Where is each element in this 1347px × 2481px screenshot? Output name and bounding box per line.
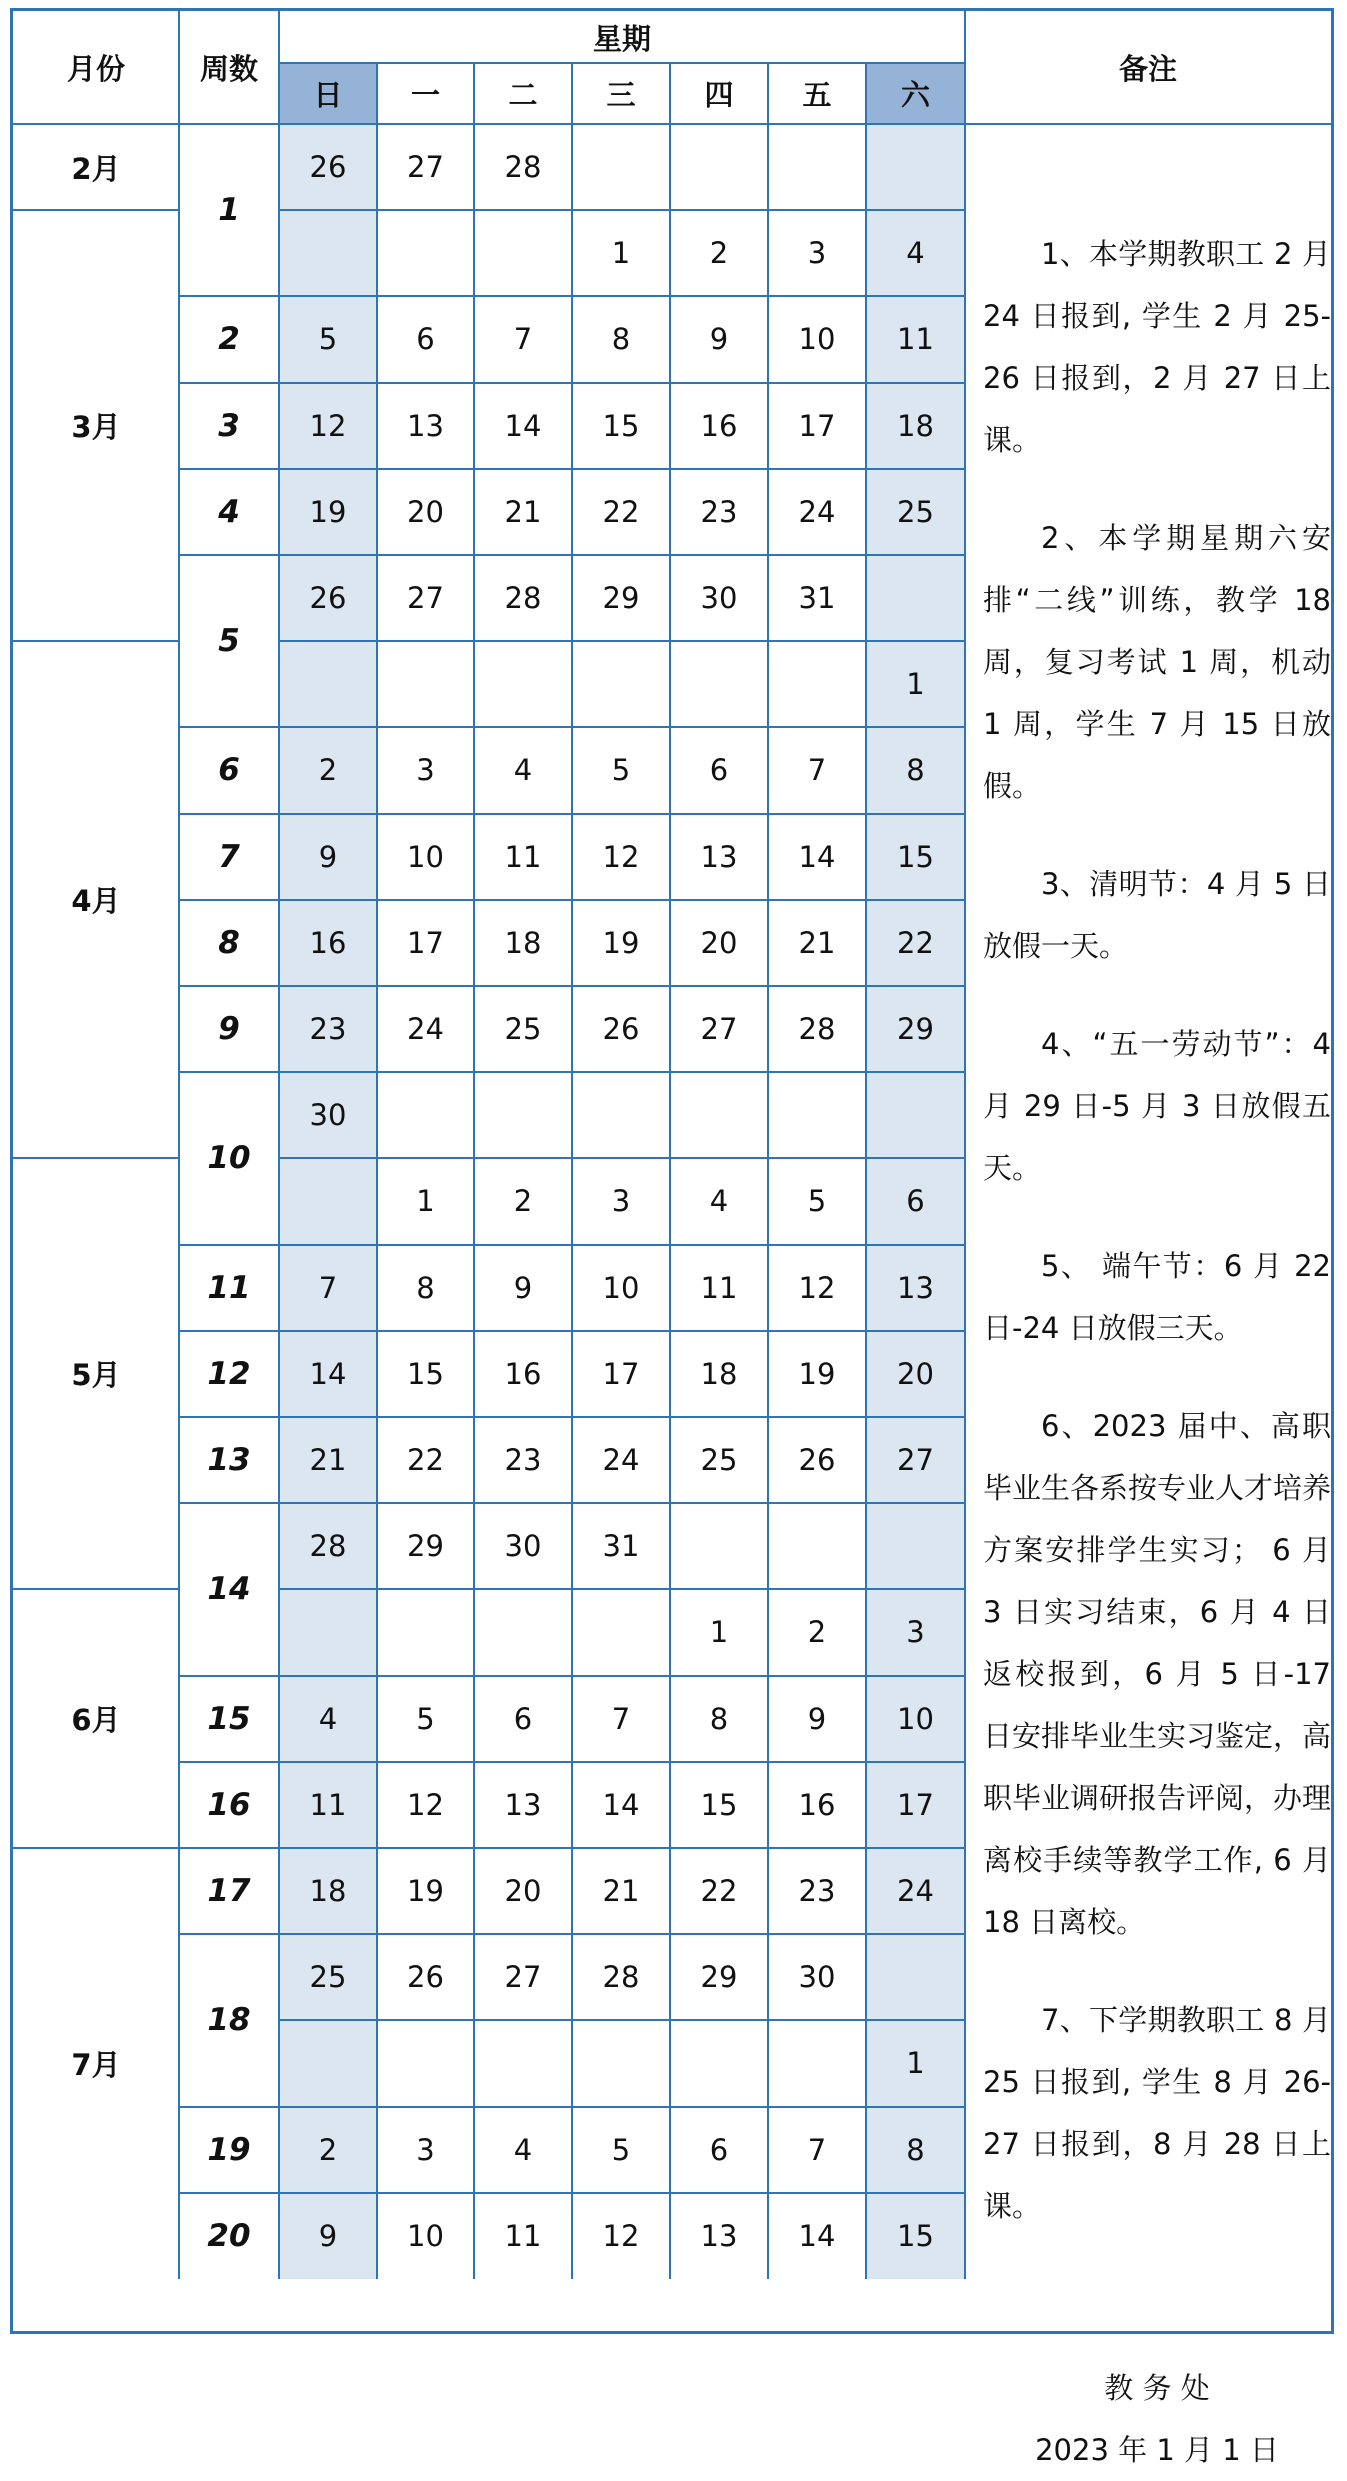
day-cell: 25 [504,1012,542,1047]
day-cell: 12 [309,408,347,443]
day-cell: 24 [897,1874,934,1909]
day-cell: 10 [602,1270,640,1305]
day-cell: 10 [407,839,444,874]
day-cell: 2 [807,1615,827,1650]
grid-line [279,640,965,642]
day-cell: 5 [807,1184,827,1219]
day-cell: 15 [897,2218,934,2253]
grid-line [279,382,965,384]
day-cell: 2 [318,2132,338,2167]
day-cell [768,641,866,727]
week-number: 5 [218,623,240,660]
week-number: 11 [207,1269,251,1306]
grid-line [179,295,279,297]
day-cell: 26 [309,150,347,185]
day-cell [866,1072,965,1158]
note-2: 2、本学期星期六安排“二线”训练，教学 18 周，复习考试 1 周，机动 1 周，学生 7 月 15 日放假。 [983,521,1331,803]
grid-line [279,1330,965,1332]
day-cell: 8 [906,2132,925,2167]
day-cell: 5 [611,2132,631,2167]
month-label: 3月 [71,410,121,445]
day-cell: 27 [504,1960,542,1995]
day-cell [474,1072,572,1158]
day-cell: 22 [602,494,640,529]
month-label: 4月 [71,884,121,919]
day-cell: 26 [602,1012,640,1047]
day-cell: 6 [416,322,435,357]
day-cell: 24 [602,1443,640,1478]
week-number: 12 [207,1355,251,1392]
day-cell: 8 [611,322,631,357]
day-cell: 30 [504,1529,542,1564]
day-cell: 28 [798,1012,836,1047]
day-cell: 30 [700,581,738,616]
day-cell: 5 [318,322,338,357]
day-cell: 4 [513,2132,533,2167]
day-cell: 11 [309,1787,347,1822]
day-cell: 4 [906,236,925,271]
day-cell [670,1503,768,1589]
month-label: 5月 [71,1358,121,1393]
grid-line [964,11,966,2279]
day-cell: 11 [700,1270,738,1305]
day-cell: 1 [906,667,925,702]
day-cell: 7 [611,1701,631,1736]
grid-line [865,63,867,2279]
week-number: 9 [218,1011,240,1048]
day-cell [279,641,377,727]
day-cell: 7 [807,753,827,788]
day-cell: 15 [897,839,934,874]
grid-line [279,554,965,556]
grid-line [279,62,965,64]
grid-line [279,1071,965,1073]
day-cell: 24 [798,494,836,529]
day-cell: 30 [309,1098,347,1133]
grid-line [279,899,965,901]
day-cell: 31 [798,581,836,616]
grid-line [279,1244,965,1246]
day-cell: 14 [309,1356,347,1391]
day-cell [572,1072,670,1158]
day-cell: 26 [407,1960,444,1995]
day-cell: 19 [798,1356,836,1391]
day-cell: 29 [700,1960,738,1995]
day-cell [768,1072,866,1158]
header-weekday: 日 [279,63,377,124]
day-cell: 1 [709,1615,729,1650]
day-cell: 29 [602,581,640,616]
day-cell: 1 [611,236,631,271]
header-weekday: 四 [704,78,734,112]
day-cell [572,641,670,727]
grid-line [13,209,179,211]
day-cell: 10 [407,2218,444,2253]
day-cell: 26 [309,581,347,616]
grid-line [279,813,965,815]
week-number: 20 [207,2217,251,2254]
day-cell: 17 [798,408,836,443]
note-1: 1、本学期教职工 2 月 24 日报到, 学生 2 月 25-26 日报到，2 月 27 日上课。 [983,237,1331,457]
day-cell: 5 [416,1701,435,1736]
week-number: 13 [207,1442,251,1479]
day-cell: 11 [504,839,542,874]
day-cell: 12 [602,2218,640,2253]
week-number: 18 [207,2002,251,2039]
day-cell: 22 [407,1443,444,1478]
day-cell: 9 [318,839,338,874]
day-cell [279,2020,377,2106]
day-cell: 6 [906,1184,925,1219]
day-cell: 10 [798,322,836,357]
day-cell [670,641,768,727]
day-cell: 9 [807,1701,827,1736]
grid-line [279,295,965,297]
grid-line [178,11,180,2279]
day-cell: 10 [897,1701,934,1736]
note-3: 3、清明节：4 月 5 日放假一天。 [983,867,1331,963]
grid-line [179,1761,279,1763]
day-cell: 13 [504,1787,542,1822]
day-cell [279,1589,377,1675]
notes-column [983,223,1331,2481]
day-cell: 3 [416,2132,435,2167]
day-cell [377,1589,474,1675]
day-cell: 4 [709,1184,729,1219]
day-cell [474,1589,572,1675]
day-cell: 25 [897,494,934,529]
day-cell: 4 [318,1701,338,1736]
note-6: 6、2023 届中、高职毕业生各系按专业人才培养方案安排学生实习； 6 月 3 日实习结束，6 月 4 日返校报到，6 月 5 日-17 日安排毕业生实习鉴定，高职毕业调研报告评阅，办理离校手续等教学工作, 6 月 18 日离校。 [983,1409,1332,1939]
day-cell: 28 [504,581,542,616]
day-cell: 4 [513,753,533,788]
day-cell: 9 [709,322,729,357]
grid-line [179,468,279,470]
day-cell: 27 [897,1443,934,1478]
day-cell: 11 [504,2218,542,2253]
grid-line [279,209,965,211]
week-number: 7 [218,838,240,875]
day-cell: 9 [513,1270,533,1305]
note-5: 5、 端午节：6 月 22 日-24 日放假三天。 [983,1249,1331,1345]
grid-line [179,1071,279,1073]
day-cell: 28 [504,150,542,185]
day-cell: 18 [897,408,934,443]
grid-line [13,1847,179,1849]
day-cell: 17 [897,1787,934,1822]
grid-line [767,63,769,2279]
day-cell: 24 [407,1012,444,1047]
day-cell: 16 [798,1787,836,1822]
grid-line [279,2019,965,2021]
header-week: 周数 [199,52,258,86]
grid-line [279,1502,965,1504]
day-cell: 3 [611,1184,631,1219]
day-cell: 27 [407,150,444,185]
day-cell: 7 [513,322,533,357]
day-cell: 23 [798,1874,836,1909]
grid-line [179,1502,279,1504]
week-number: 3 [218,407,240,444]
signature-date: 2023 年 1 月 1 日 [1035,2433,1279,2467]
header-month: 月份 [66,52,125,86]
grid-line [179,1244,279,1246]
day-cell: 15 [700,1787,738,1822]
grid-line [376,63,378,2279]
day-cell [377,641,474,727]
day-cell: 18 [504,925,542,960]
day-cell: 23 [504,1443,542,1478]
note-7: 7、下学期教职工 8 月 25 日报到, 学生 8 月 26-27 日报到，8 月 28 日上课。 [983,2003,1331,2223]
day-cell: 6 [513,1701,533,1736]
day-cell: 25 [309,1960,347,1995]
day-cell [377,2020,474,2106]
day-cell: 26 [798,1443,836,1478]
day-cell [474,2020,572,2106]
grid-line [179,985,279,987]
week-number: 6 [218,752,240,789]
day-cell: 14 [602,1787,640,1822]
day-cell: 27 [407,581,444,616]
day-cell [866,555,965,641]
day-cell: 16 [700,408,738,443]
day-cell [377,1072,474,1158]
week-number: 2 [218,321,240,358]
day-cell [768,1503,866,1589]
day-cell: 14 [504,408,542,443]
day-cell: 9 [318,2218,338,2253]
week-number: 16 [207,1786,251,1823]
day-cell [866,1934,965,2020]
week-number: 1 [218,192,240,229]
day-cell: 13 [700,839,738,874]
day-cell: 17 [602,1356,640,1391]
grid-line [279,1416,965,1418]
week-number: 4 [218,493,240,530]
grid-line [13,123,1331,125]
grid-line [473,63,475,2279]
grid-line [179,1416,279,1418]
day-cell: 16 [309,925,347,960]
day-cell: 7 [318,1270,338,1305]
day-cell: 23 [700,494,738,529]
grid-line [179,813,279,815]
day-cell: 29 [407,1529,444,1564]
day-cell: 8 [906,753,925,788]
day-cell: 14 [798,2218,836,2253]
day-cell: 18 [700,1356,738,1391]
day-cell: 28 [602,1960,640,1995]
day-cell: 14 [798,839,836,874]
header-weekday-group: 星期 [592,21,651,56]
grid-line [279,1157,965,1159]
day-cell: 19 [407,1874,444,1909]
header-weekday: 三 [606,78,636,112]
day-cell [768,124,866,210]
day-cell: 11 [897,322,934,357]
header-weekday: 五 [802,78,832,112]
day-cell: 3 [807,236,827,271]
day-cell [279,210,377,296]
grid-line [179,2106,279,2108]
day-cell [474,641,572,727]
day-cell: 12 [407,1787,444,1822]
week-number: 8 [218,924,240,961]
day-cell [670,2020,768,2106]
day-cell: 19 [602,925,640,960]
grid-line [279,985,965,987]
grid-line [179,382,279,384]
day-cell: 21 [602,1874,640,1909]
grid-line [179,726,279,728]
grid-line [279,468,965,470]
day-cell [768,2020,866,2106]
school-calendar-table [10,8,1334,2467]
day-cell: 2 [513,1184,533,1219]
day-cell: 31 [602,1529,640,1564]
grid-line [179,554,279,556]
day-cell: 21 [798,925,836,960]
grid-line [279,2192,965,2194]
grid-line [13,640,179,642]
grid-line [669,63,671,2279]
day-cell: 7 [807,2132,827,2167]
header-weekday: 二 [508,78,538,112]
day-cell: 13 [407,408,444,443]
grid-line [571,63,573,2279]
grid-line [279,1933,965,1935]
week-number: 19 [207,2131,251,2168]
day-cell: 15 [602,408,640,443]
note-4: 4、“五一劳动节”：4 月 29 日-5 月 3 日放假五天。 [983,1027,1331,1185]
day-cell [474,210,572,296]
day-cell: 2 [709,236,729,271]
day-cell [670,124,768,210]
day-cell: 20 [504,1874,542,1909]
day-cell: 22 [897,925,934,960]
day-cell: 21 [309,1443,347,1478]
day-cell: 29 [897,1012,934,1047]
day-cell: 20 [897,1356,934,1391]
grid-line [179,1330,279,1332]
header-weekday: 一 [410,78,440,112]
day-cell: 6 [709,2132,729,2167]
day-cell: 30 [798,1960,836,1995]
day-cell: 20 [407,494,444,529]
day-cell: 16 [504,1356,542,1391]
day-cell: 21 [504,494,542,529]
day-cell: 6 [709,753,729,788]
day-cell: 13 [700,2218,738,2253]
day-cell: 27 [700,1012,738,1047]
week-number: 15 [207,1700,251,1737]
month-label: 7月 [71,2048,121,2082]
day-cell: 20 [700,925,738,960]
week-number: 17 [207,1873,251,1910]
grid-line [279,726,965,728]
day-cell [670,1072,768,1158]
grid-line [179,1675,279,1677]
grid-line [179,1933,279,1935]
day-cell: 19 [309,494,347,529]
day-cell [572,1589,670,1675]
day-cell: 5 [611,753,631,788]
month-label: 6月 [71,1703,121,1738]
day-cell: 25 [700,1443,738,1478]
day-cell: 8 [416,1270,435,1305]
grid-line [279,1675,965,1677]
day-cell: 8 [709,1701,729,1736]
header-weekday: 六 [866,63,965,124]
day-cell [377,210,474,296]
day-cell: 2 [318,753,338,788]
day-cell [572,2020,670,2106]
day-cell: 15 [407,1356,444,1391]
grid-line [179,899,279,901]
day-cell: 18 [309,1874,347,1909]
day-cell: 12 [798,1270,836,1305]
grid-line [179,2192,279,2194]
day-cell: 12 [602,839,640,874]
day-cell: 1 [906,2046,925,2081]
office-signature: 教 务 处 [1104,2371,1210,2405]
day-cell: 22 [700,1874,738,1909]
day-cell [866,1503,965,1589]
day-cell [279,1158,377,1244]
day-cell: 17 [407,925,444,960]
day-cell: 3 [906,1615,925,1650]
day-cell [572,124,670,210]
month-label: 2月 [71,151,121,186]
week-number: 10 [207,1140,251,1177]
day-cell: 23 [309,1012,347,1047]
grid-line [279,1761,965,1763]
grid-line [13,1157,179,1159]
day-cell [866,124,965,210]
day-cell: 13 [897,1270,934,1305]
day-cell: 28 [309,1529,347,1564]
day-cell: 1 [416,1184,435,1219]
week-number: 14 [207,1571,251,1608]
grid-line [278,11,280,2279]
day-cell: 3 [416,753,435,788]
grid-line [179,1847,279,1849]
grid-line [279,2106,965,2108]
grid-line [279,1847,965,1849]
grid-line [13,1588,179,1590]
grid-line [279,1588,965,1590]
header-notes: 备注 [1118,52,1177,86]
